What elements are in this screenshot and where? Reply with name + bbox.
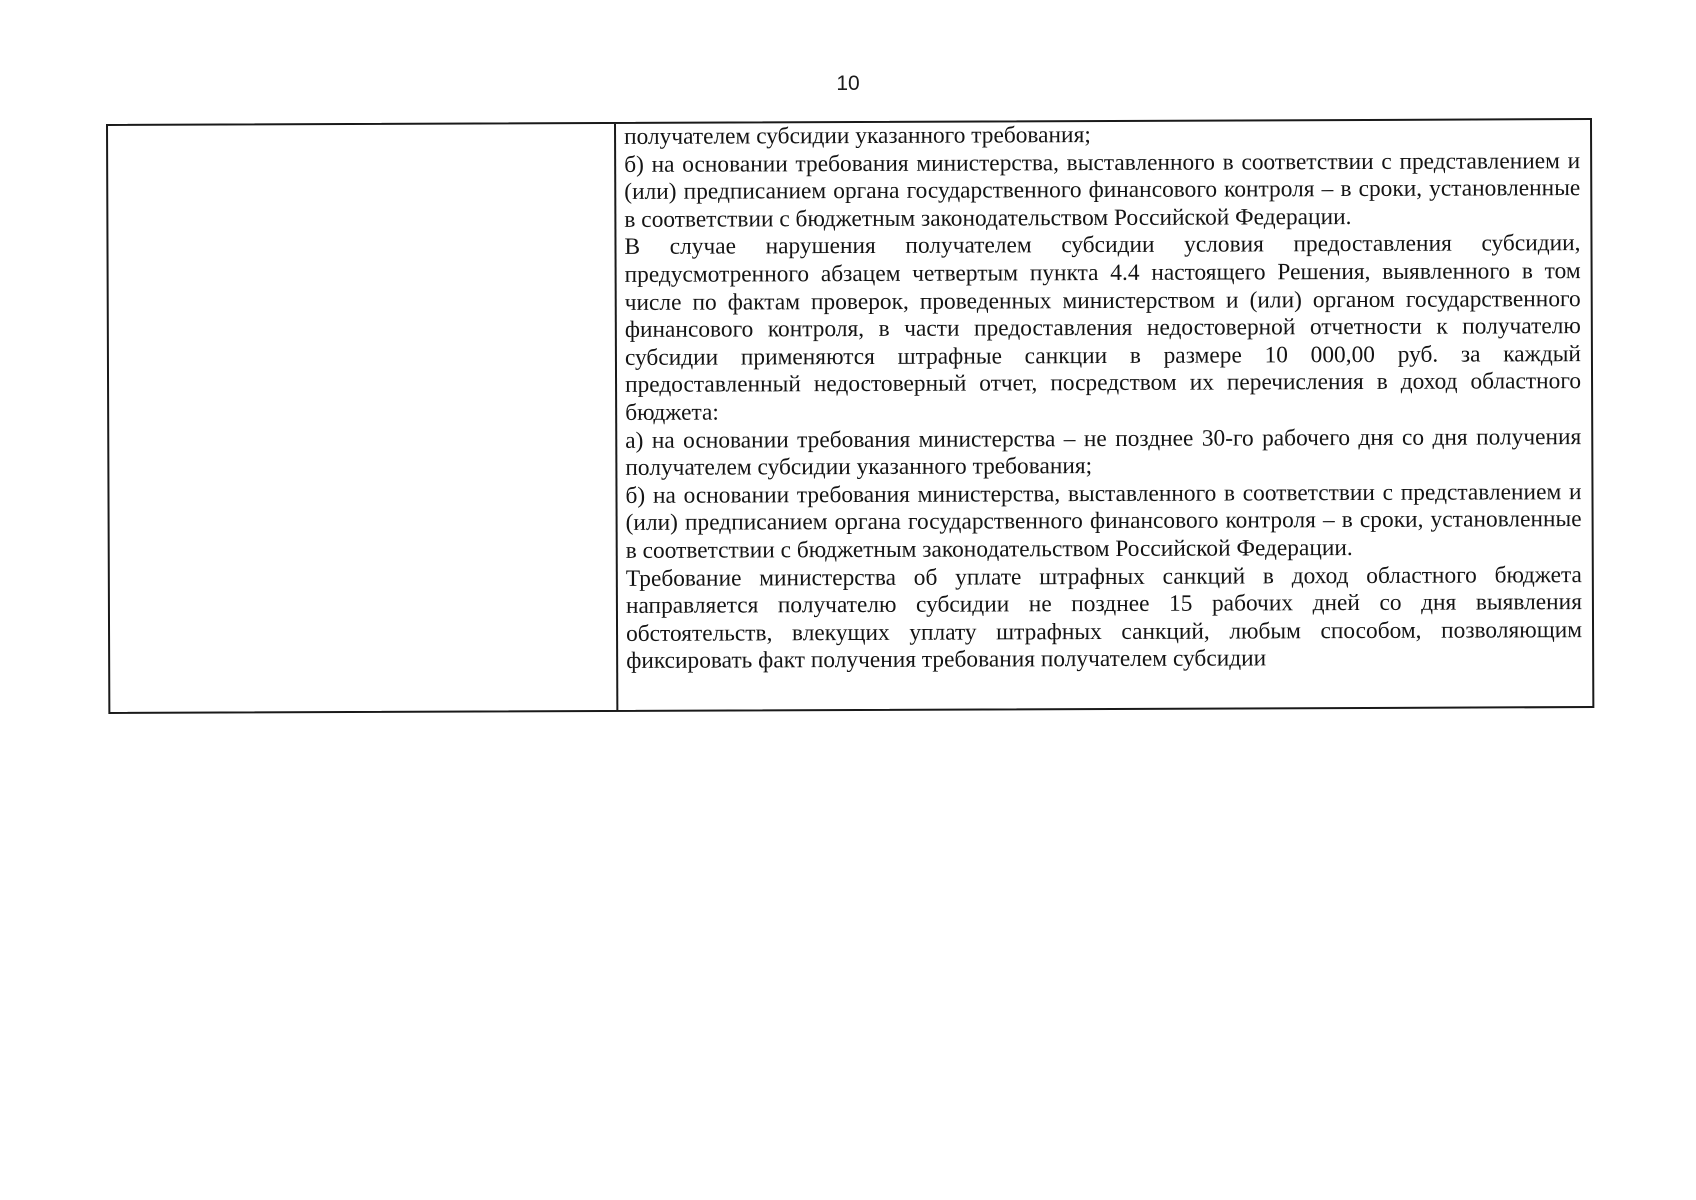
paragraph-penalty-clause: В случае нарушения получателем субсидии условия предоставления субсидии, предусмотренного абзацем четвертым пункта 4.4 настоящего Решения, выявленного в том числе по фактам проверок, проведенных министерством и (или) органом государственного финансового контроля, в части предоставления недостоверной отчетности к получателю субсидии применяются штрафные санкции в размере 10 000,00 руб. за каждый предоставленный недостоверный отчет, посредством их перечисления в доход областного бюджета: [624, 230, 1582, 426]
page-number: 10 [836, 72, 860, 95]
table-cell-right [616, 120, 1592, 710]
paragraph-continuation: получателем субсидии указанного требования; [624, 122, 1091, 150]
paragraph-item-b-second: б) на основании требования министерства, выставленного в соответствии с представлением и (или) предписанием органа государственного финансового контроля – в сроки, установленные в соответствии с бюджетным законодательством Российской Федерации. [625, 478, 1582, 564]
paragraph-item-b-first: б) на основании требования министерства, выставленного в соответствии с представлением и (или) предписанием органа государственного финансового контроля – в сроки, установленные в соответствии с бюджетным законодательством Российской Федерации. [624, 147, 1581, 233]
table-cell-left [108, 124, 618, 712]
paragraph-item-a: а) на основании требования министерства – не позднее 30-го рабочего дня со дня получения получателем субсидии указанного требования; [625, 423, 1582, 482]
paragraph-requirement-notice: Требование министерства об уплате штрафных санкций в доход областного бюджета направляется получателю субсидии не позднее 15 рабочих дней со дня выявления обстоятельств, влекущих уплату штрафных санкций, любым способом, позволяющим фиксировать факт получения требования получателем субсидии [625, 561, 1583, 675]
document-table [106, 118, 1594, 714]
